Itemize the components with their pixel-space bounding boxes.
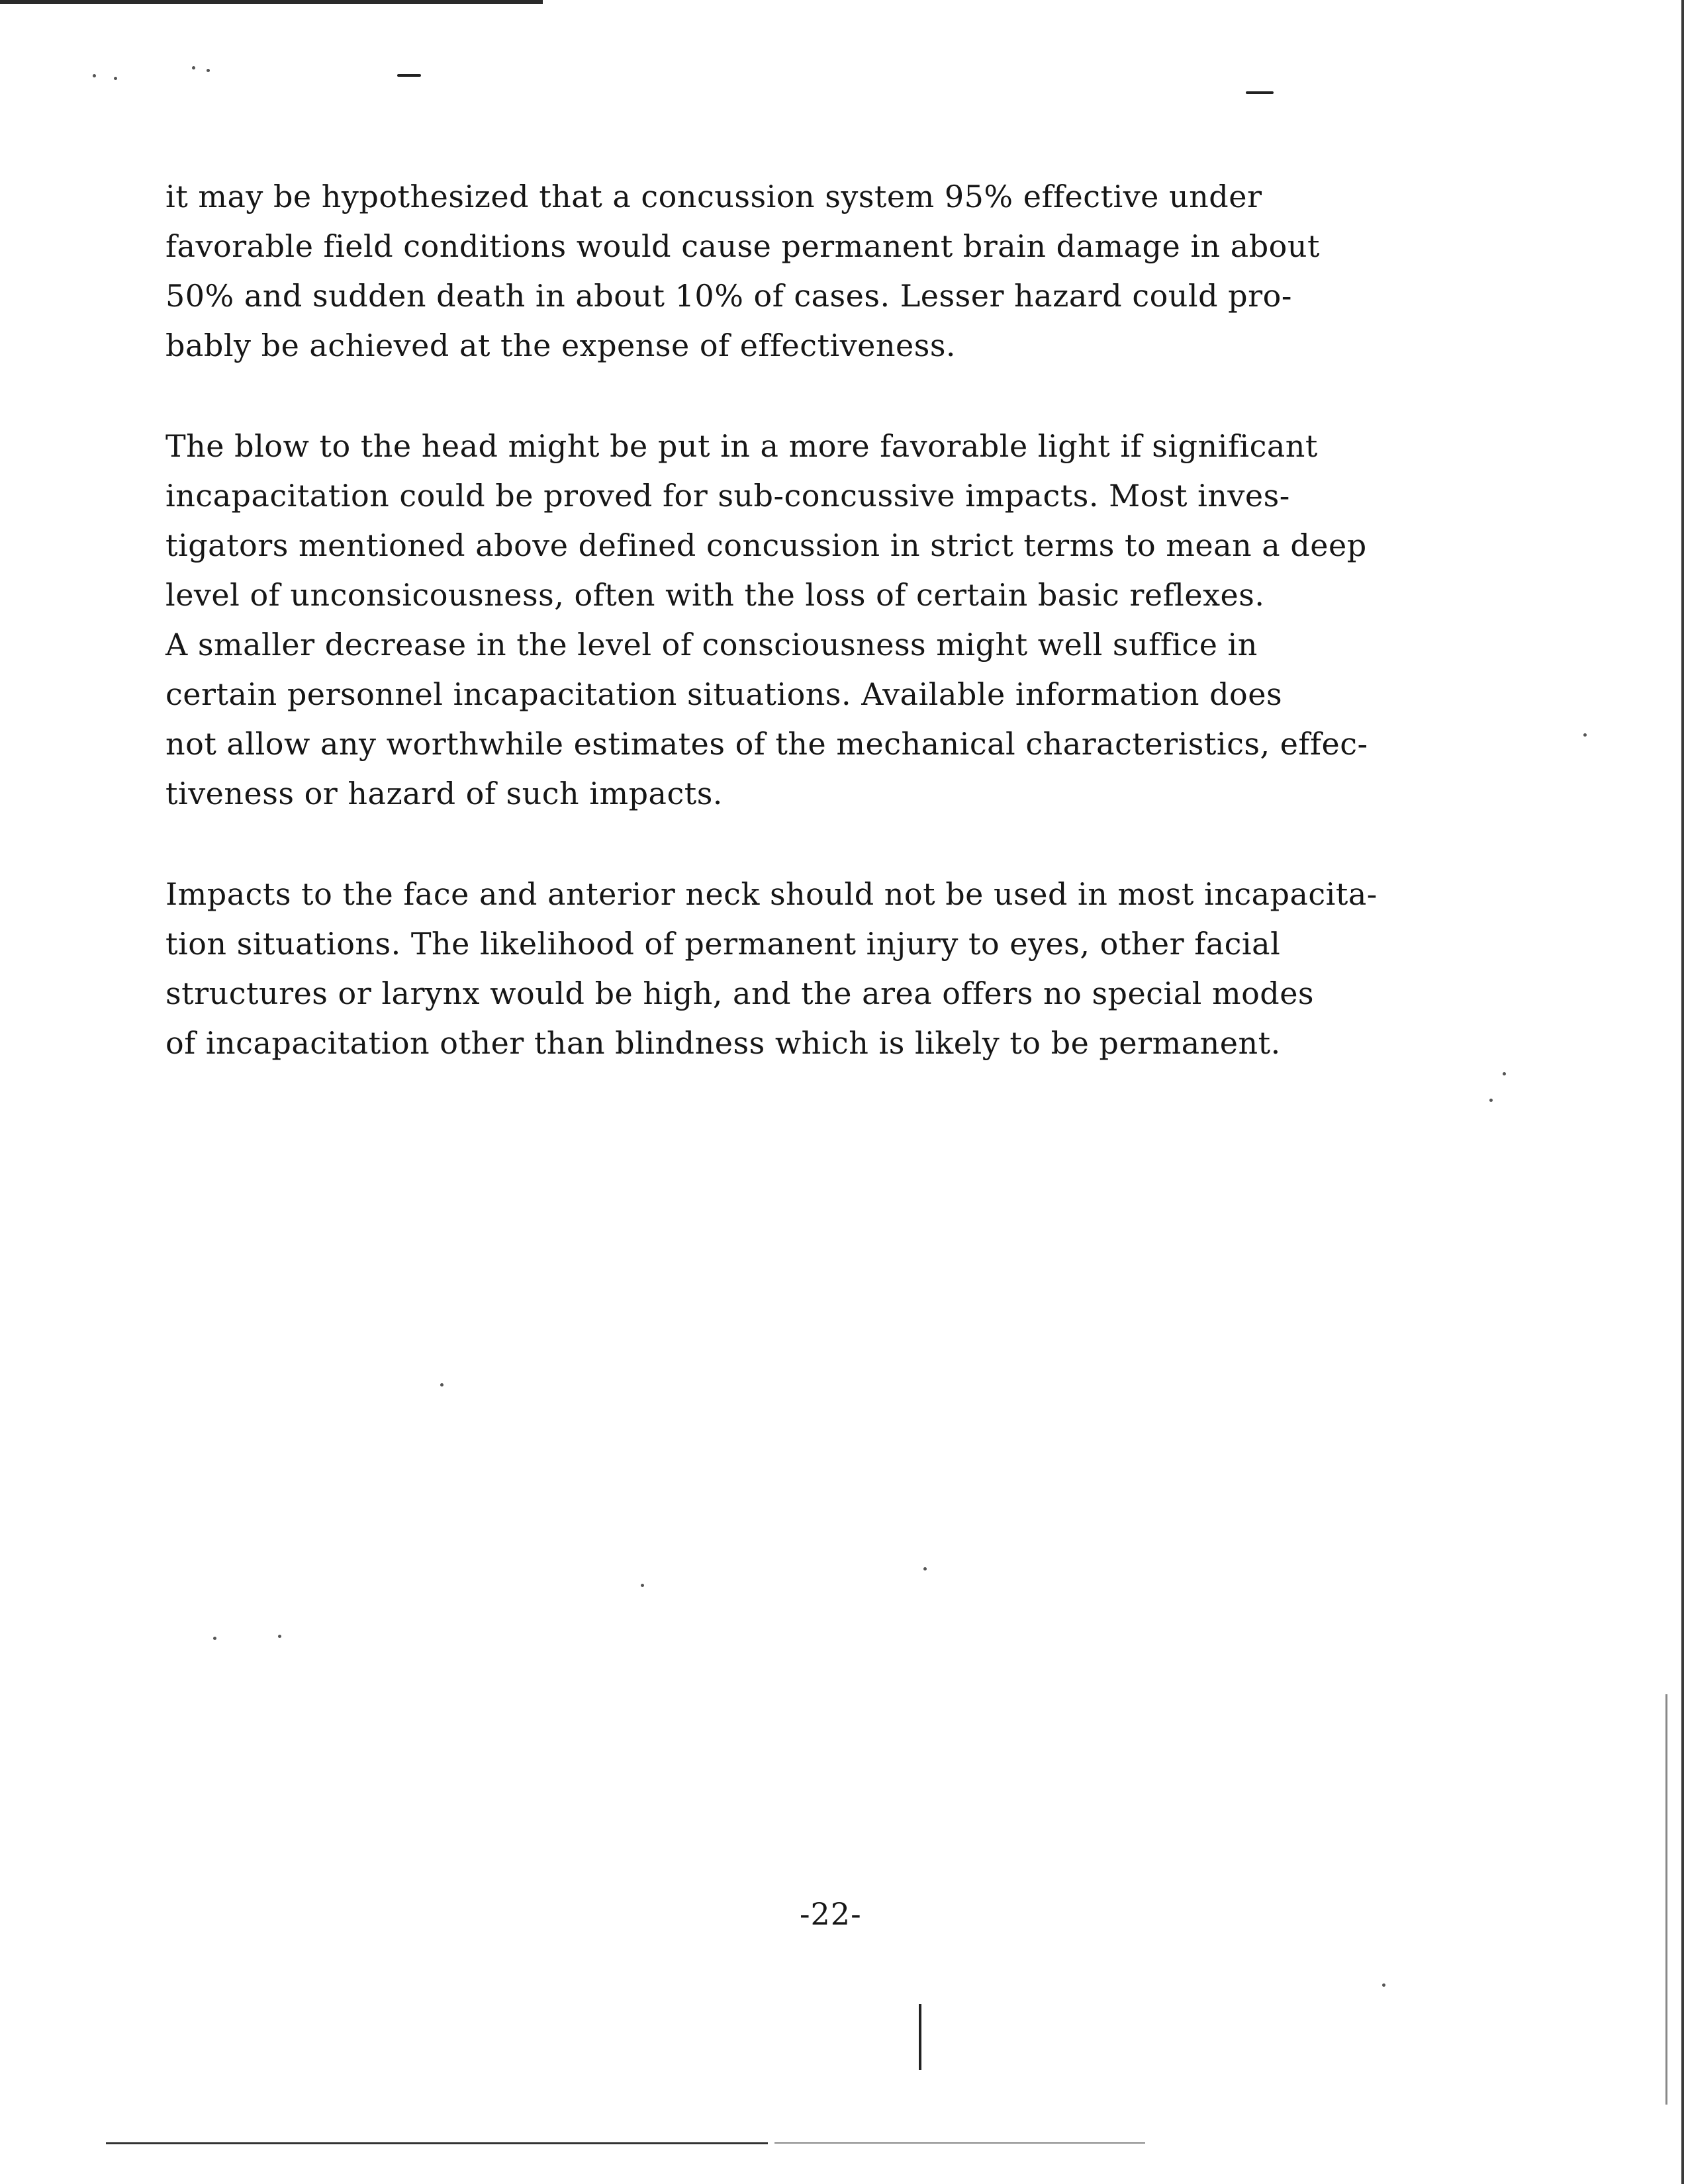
paragraph xyxy=(165,172,1489,371)
text-line: Impacts to the face and anterior neck should not be used in most incapacita- xyxy=(165,876,1378,912)
right-margin-mark xyxy=(1665,1694,1667,2105)
text-line: bably be achieved at the expense of effectiveness. xyxy=(165,328,957,363)
text-line: tiveness or hazard of such impacts. xyxy=(165,776,723,811)
text-line: level of unconsicousness, often with the loss of certain basic reflexes. xyxy=(165,577,1265,613)
scan-speck xyxy=(1583,733,1587,737)
text-line: incapacitation could be proved for sub-concussive impacts. Most inves- xyxy=(165,478,1290,514)
page-number: -22- xyxy=(800,1896,862,1932)
text-line: favorable field conditions would cause permanent brain damage in about xyxy=(165,228,1320,264)
bottom-scan-rule-faint xyxy=(774,2142,1145,2144)
text-line: it may be hypothesized that a concussion system 95% effective under xyxy=(165,179,1262,214)
scan-mark xyxy=(397,74,421,77)
scan-speck xyxy=(1489,1099,1493,1102)
top-scan-rule xyxy=(0,0,543,4)
scan-speck xyxy=(114,77,117,80)
right-page-edge xyxy=(1681,0,1684,2184)
paragraph xyxy=(165,870,1489,1068)
text-line: certain personnel incapacitation situations. Available information does xyxy=(165,676,1283,712)
body-text xyxy=(165,172,1489,1068)
text-line: tion situations. The likelihood of permanent injury to eyes, other facial xyxy=(165,926,1281,962)
bottom-scan-rule xyxy=(106,2142,768,2144)
scan-speck xyxy=(923,1567,927,1570)
text-line: The blow to the head might be put in a more favorable light if significant xyxy=(165,428,1318,464)
text-line: 50% and sudden death in about 10% of cases. Lesser hazard could pro- xyxy=(165,278,1292,314)
text-line: structures or larynx would be high, and the area offers no special modes xyxy=(165,976,1315,1011)
scan-speck xyxy=(278,1635,281,1638)
text-line: tigators mentioned above defined concussion in strict terms to mean a deep xyxy=(165,527,1367,563)
scan-speck xyxy=(1503,1072,1506,1075)
binding-mark xyxy=(919,2004,921,2070)
text-line: of incapacitation other than blindness which is likely to be permanent. xyxy=(165,1025,1281,1061)
paragraph xyxy=(165,422,1489,819)
text-line: A smaller decrease in the level of consciousness might well suffice in xyxy=(165,627,1258,662)
scan-speck xyxy=(641,1584,644,1587)
scan-speck xyxy=(1382,1983,1385,1987)
scan-speck xyxy=(440,1383,444,1387)
scan-speck xyxy=(213,1637,216,1640)
scan-speck xyxy=(192,66,195,69)
text-line: not allow any worthwhile estimates of the mechanical characteristics, effec- xyxy=(165,726,1368,762)
scan-mark xyxy=(1246,91,1274,94)
scan-speck xyxy=(207,69,210,72)
scan-speck xyxy=(93,74,96,77)
